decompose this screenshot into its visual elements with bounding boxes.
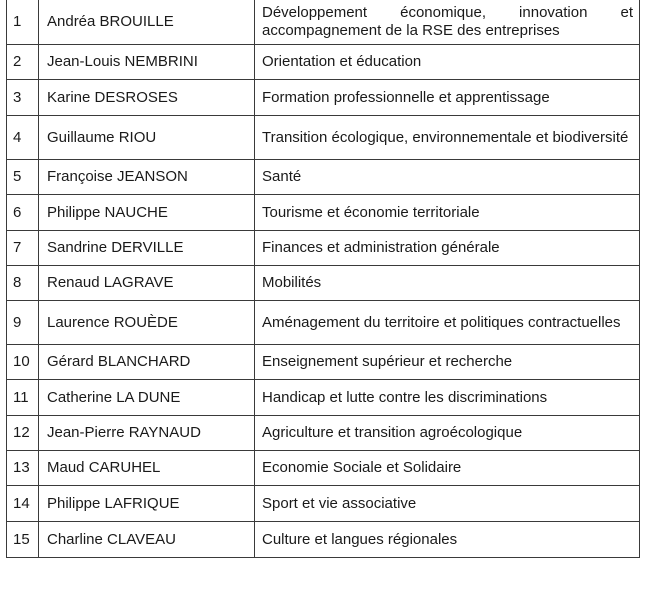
member-name: Charline CLAVEAU [39,522,255,558]
row-number: 4 [7,116,39,160]
table-row [7,0,640,45]
table-row [7,345,640,380]
row-number: 1 [7,0,39,45]
delegations-table [6,0,640,558]
member-name: Philippe NAUCHE [39,195,255,231]
member-name: Sandrine DERVILLE [39,231,255,266]
member-name: Gérard BLANCHARD [39,345,255,380]
member-name: Jean-Pierre RAYNAUD [39,416,255,451]
delegation-title: Mobilités [255,266,640,301]
delegation-title: Enseignement supérieur et recherche [255,345,640,380]
delegation-title: Agriculture et transition agroécologique [255,416,640,451]
member-name: Andréa BROUILLE [39,0,255,45]
row-number: 11 [7,380,39,416]
delegation-title: Orientation et éducation [255,45,640,80]
table-row [7,451,640,486]
row-number: 2 [7,45,39,80]
row-number: 8 [7,266,39,301]
delegation-title: Finances et administration générale [255,231,640,266]
row-number: 13 [7,451,39,486]
member-name: Guillaume RIOU [39,116,255,160]
row-number: 9 [7,301,39,345]
delegation-title: Handicap et lutte contre les discriminations [255,380,640,416]
member-name: Renaud LAGRAVE [39,266,255,301]
row-number: 15 [7,522,39,558]
member-name: Jean-Louis NEMBRINI [39,45,255,80]
table-row [7,231,640,266]
member-name: Philippe LAFRIQUE [39,486,255,522]
member-name: Karine DESROSES [39,80,255,116]
member-name: Laurence ROUÈDE [39,301,255,345]
delegation-title: Formation professionnelle et apprentissage [255,80,640,116]
row-number: 7 [7,231,39,266]
row-number: 3 [7,80,39,116]
table-row [7,486,640,522]
table-row [7,160,640,195]
row-number: 10 [7,345,39,380]
row-number: 14 [7,486,39,522]
table-row [7,416,640,451]
delegation-title: Sport et vie associative [255,486,640,522]
member-name: Catherine LA DUNE [39,380,255,416]
table-row [7,80,640,116]
member-name: Françoise JEANSON [39,160,255,195]
delegation-title: Tourisme et économie territoriale [255,195,640,231]
delegation-title: Culture et langues régionales [255,522,640,558]
row-number: 12 [7,416,39,451]
delegation-title: Economie Sociale et Solidaire [255,451,640,486]
table-row [7,195,640,231]
row-number: 5 [7,160,39,195]
table-row [7,116,640,160]
delegation-title: Aménagement du territoire et politiques contractuelles [255,301,640,345]
table-row [7,301,640,345]
delegation-title: Santé [255,160,640,195]
member-name: Maud CARUHEL [39,451,255,486]
delegations-table-body [7,0,640,558]
row-number: 6 [7,195,39,231]
delegation-title: Transition écologique, environnementale et biodiversité [255,116,640,160]
delegation-title: Développement économique, innovation et accompagnement de la RSE des entreprises [255,0,640,45]
table-row [7,45,640,80]
table-row [7,380,640,416]
table-row [7,266,640,301]
table-row [7,522,640,558]
